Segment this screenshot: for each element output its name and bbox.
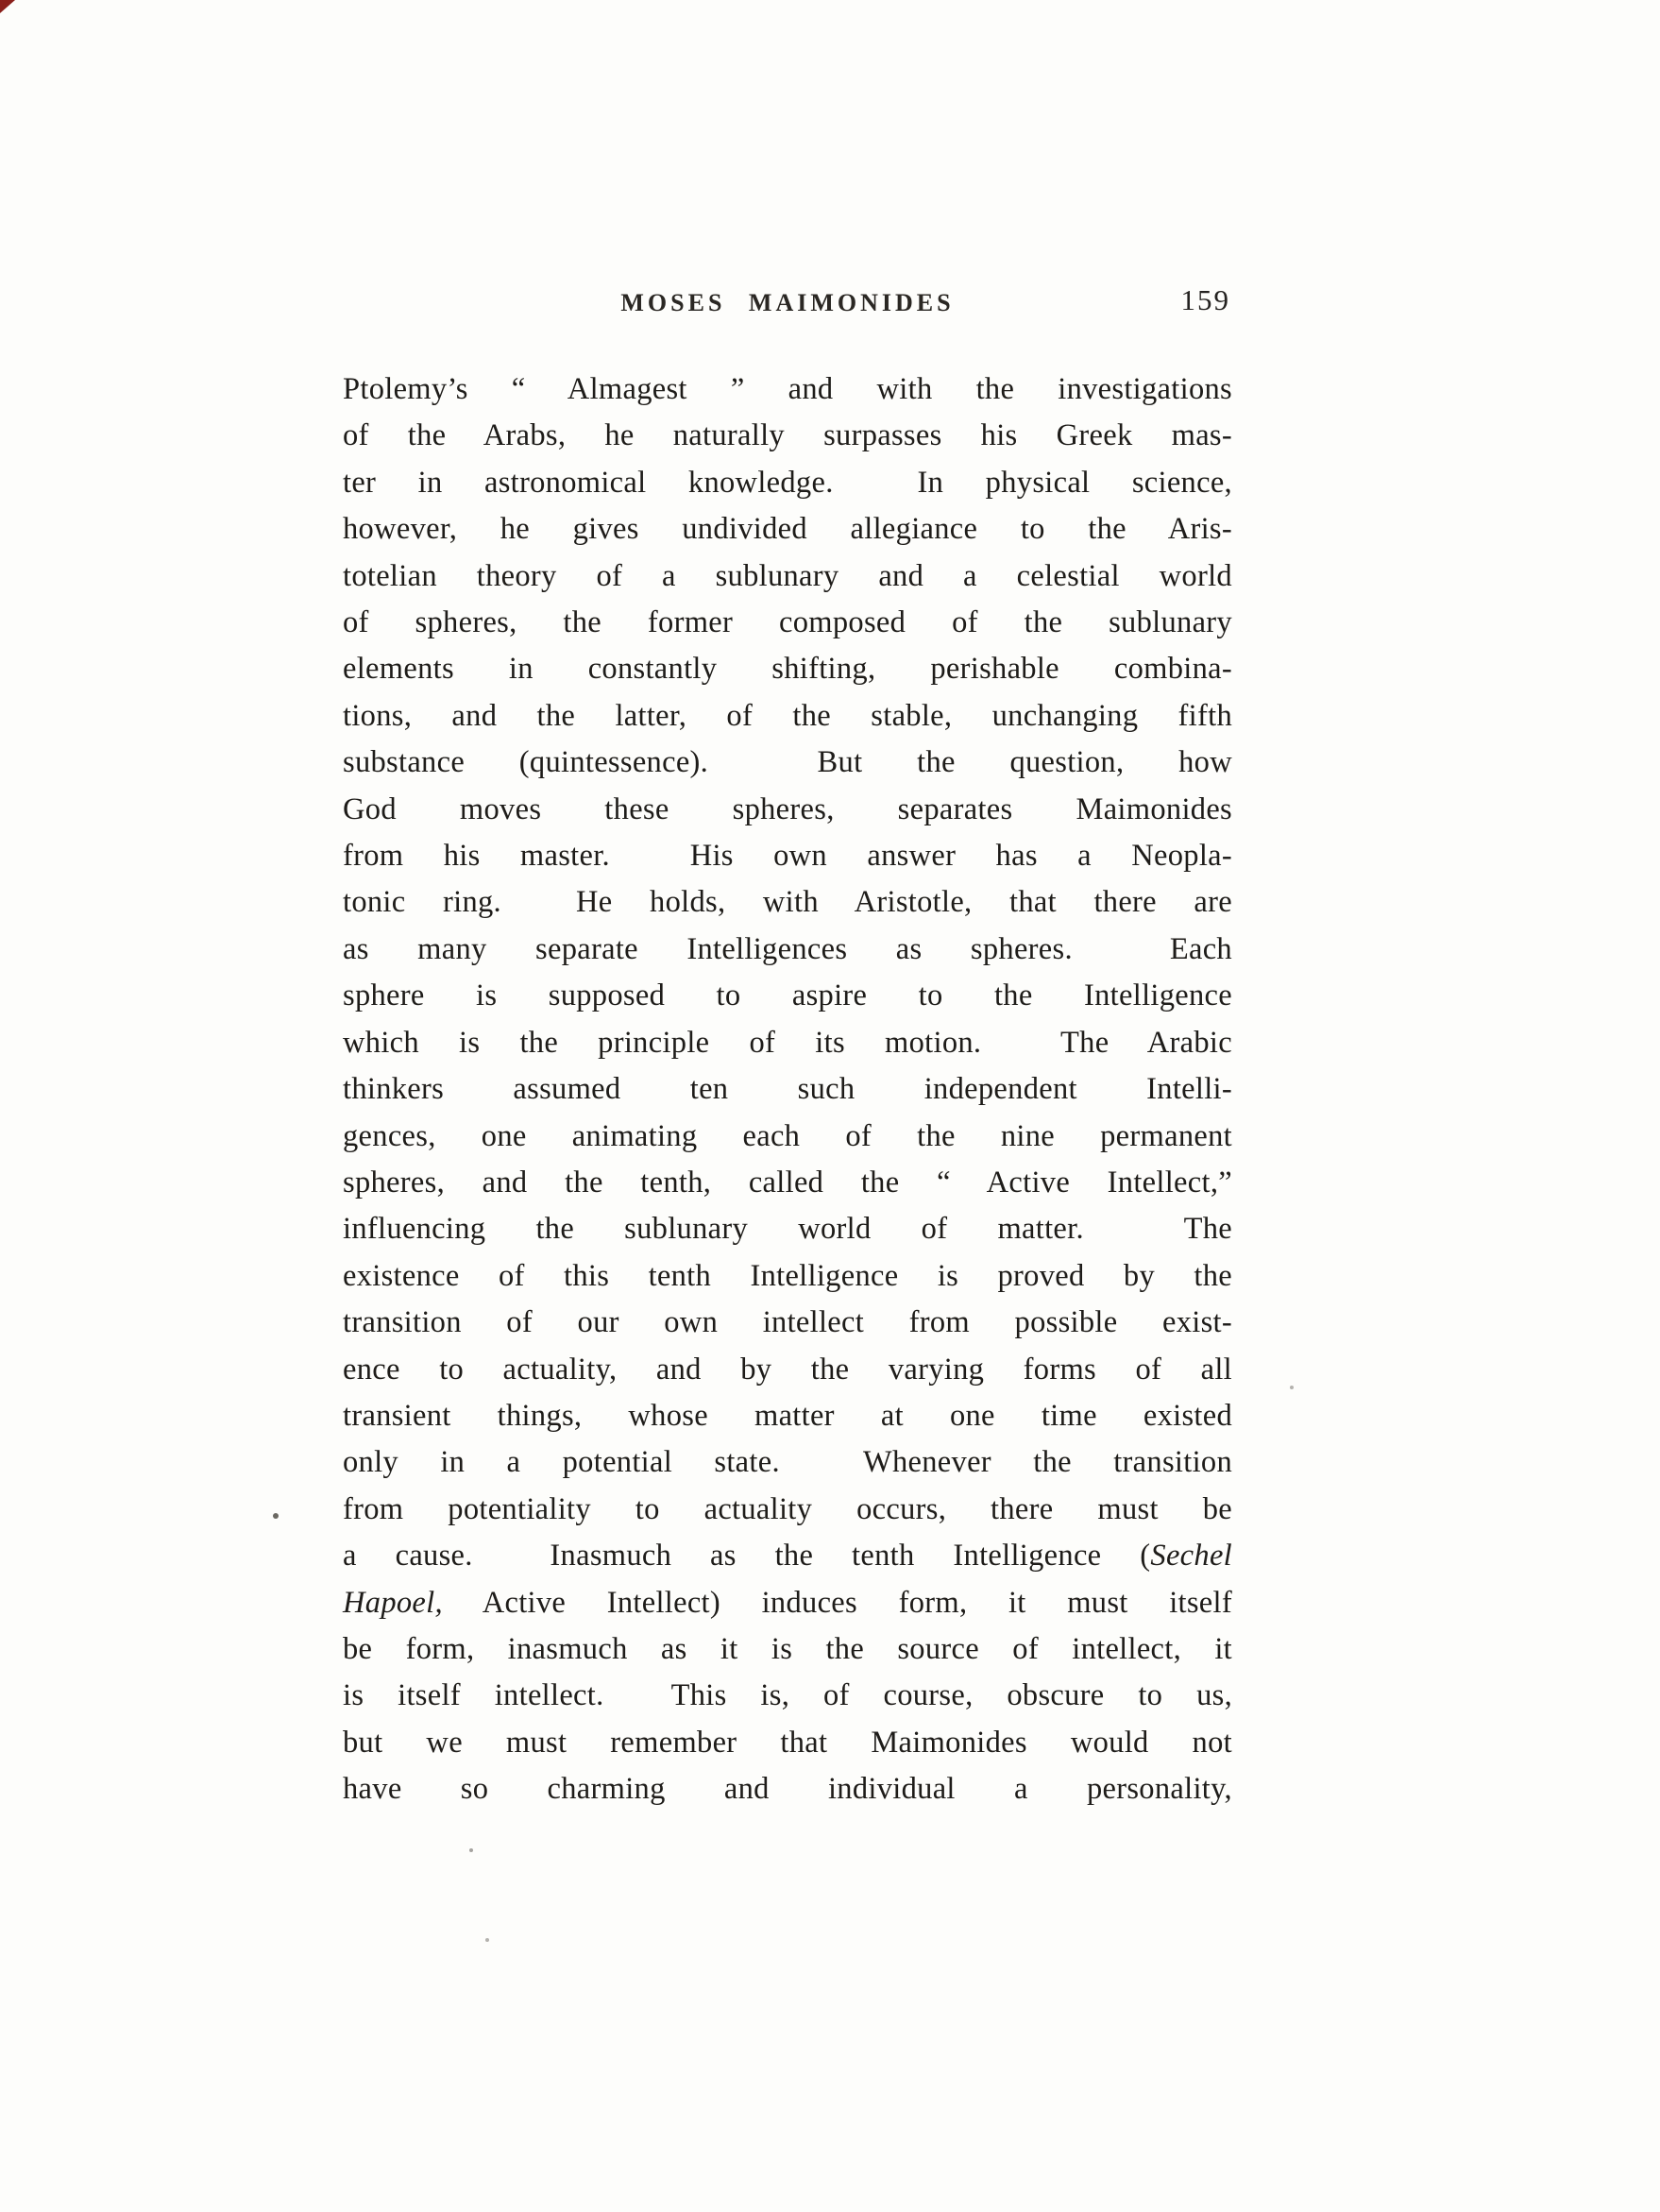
text-line bbox=[343, 879, 1232, 926]
text-line bbox=[343, 973, 1232, 1019]
text-line bbox=[343, 1487, 1232, 1533]
text-segment: is itself intellect. This is, of course, obscure to us, bbox=[343, 1678, 1232, 1713]
running-title: MOSES MAIMONIDES bbox=[620, 289, 955, 316]
text-segment: totelian theory of a sublunary and a celestial world bbox=[343, 558, 1232, 593]
text-line bbox=[343, 1626, 1232, 1673]
text-segment: which is the principle of its motion. The Arabic bbox=[343, 1025, 1232, 1060]
text-segment: a cause. Inasmuch as the tenth Intelligence ( bbox=[343, 1539, 1151, 1574]
text-line bbox=[343, 1580, 1232, 1626]
text-segment: be form, inasmuch as it is the source of intellect, it bbox=[343, 1631, 1232, 1666]
text-line bbox=[343, 413, 1232, 459]
text-segment: existence of this tenth Intelligence is proved by the bbox=[343, 1258, 1232, 1293]
text-segment: elements in constantly shifting, perishable combina- bbox=[343, 652, 1232, 687]
text-segment: of the Arabs, he naturally surpasses his Greek mas- bbox=[343, 418, 1232, 453]
text-line bbox=[343, 1439, 1232, 1486]
scan-corner-artifact bbox=[0, 0, 15, 13]
text-segment: substance (quintessence). But the question, how bbox=[343, 745, 1232, 780]
text-segment: Active Intellect) induces form, it must itself bbox=[442, 1585, 1232, 1620]
text-segment: but we must remember that Maimonides would not bbox=[343, 1725, 1232, 1760]
text-segment: have so charming and individual a personality, bbox=[343, 1772, 1232, 1807]
text-segment: from potentiality to actuality occurs, there must be bbox=[343, 1491, 1232, 1526]
page-number: 159 bbox=[1180, 283, 1230, 316]
text-line bbox=[343, 553, 1232, 600]
text-line bbox=[343, 927, 1232, 973]
text-line bbox=[343, 1066, 1232, 1113]
text-line bbox=[343, 1253, 1232, 1300]
text-segment: from his master. His own answer has a Neopla- bbox=[343, 839, 1232, 874]
text-line bbox=[343, 1533, 1232, 1579]
text-line bbox=[343, 460, 1232, 506]
text-line bbox=[343, 1673, 1232, 1719]
ink-spot bbox=[469, 1848, 473, 1852]
text-segment: tions, and the latter, of the stable, unchanging fifth bbox=[343, 698, 1232, 733]
text-line bbox=[343, 1160, 1232, 1206]
text-line bbox=[343, 1766, 1232, 1812]
text-segment: only in a potential state. Whenever the transition bbox=[343, 1445, 1232, 1480]
text-line bbox=[343, 833, 1232, 879]
ink-spot bbox=[1290, 1386, 1294, 1389]
page-header bbox=[343, 285, 1232, 327]
text-line bbox=[343, 600, 1232, 646]
text-segment: transient things, whose matter at one time existed bbox=[343, 1398, 1232, 1433]
text-segment: as many separate Intelligences as spheres. Each bbox=[343, 931, 1232, 966]
ink-spot bbox=[485, 1938, 489, 1942]
ink-spot bbox=[273, 1513, 279, 1519]
text-segment: of spheres, the former composed of the sublunary bbox=[343, 605, 1232, 640]
body-text bbox=[343, 366, 1232, 1813]
text-line bbox=[343, 1720, 1232, 1766]
text-segment: thinkers assumed ten such independent Intelli- bbox=[343, 1072, 1232, 1107]
text-line bbox=[343, 366, 1232, 413]
text-line bbox=[343, 740, 1232, 786]
text-segment: sphere is supposed to aspire to the Intelligence bbox=[343, 978, 1232, 1013]
text-line bbox=[343, 1300, 1232, 1346]
text-line bbox=[343, 693, 1232, 740]
text-segment: ter in astronomical knowledge. In physical science, bbox=[343, 465, 1232, 500]
text-segment: transition of our own intellect from possible exist- bbox=[343, 1305, 1232, 1340]
text-line bbox=[343, 506, 1232, 553]
text-line bbox=[343, 1393, 1232, 1439]
text-line bbox=[343, 1114, 1232, 1160]
text-line bbox=[343, 646, 1232, 692]
text-segment: tonic ring. He holds, with Aristotle, that there are bbox=[343, 885, 1232, 920]
text-segment: God moves these spheres, separates Maimonides bbox=[343, 791, 1232, 826]
text-segment: influencing the sublunary world of matter. The bbox=[343, 1212, 1232, 1247]
text-segment: Ptolemy’s “ Almagest ” and with the investigations bbox=[343, 372, 1232, 406]
italic-term: Sechel bbox=[1150, 1539, 1232, 1574]
text-segment: ence to actuality, and by the varying forms of all bbox=[343, 1352, 1232, 1387]
text-line bbox=[343, 1347, 1232, 1393]
text-segment: gences, one animating each of the nine permanent bbox=[343, 1118, 1232, 1153]
text-segment: however, he gives undivided allegiance to the Aris- bbox=[343, 512, 1232, 547]
text-segment: spheres, and the tenth, called the “ Active Intellect,” bbox=[343, 1165, 1232, 1200]
text-line bbox=[343, 787, 1232, 833]
text-line bbox=[343, 1206, 1232, 1252]
italic-term: Hapoel, bbox=[343, 1585, 443, 1620]
text-line bbox=[343, 1020, 1232, 1066]
